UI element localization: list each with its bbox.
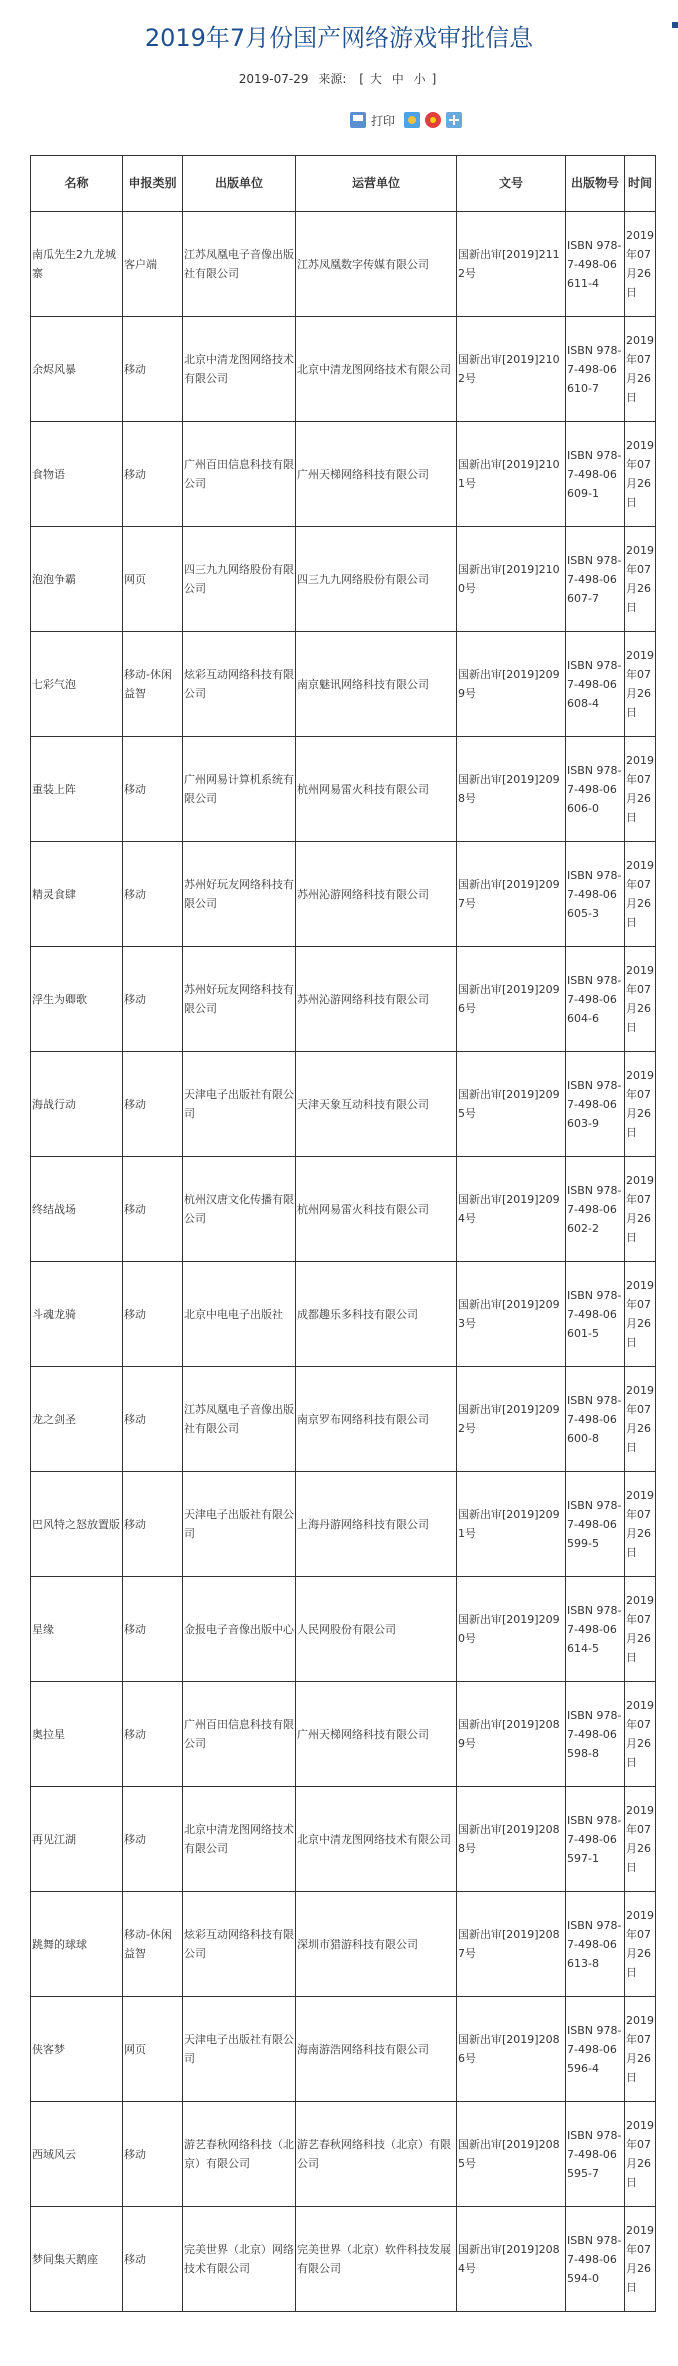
header-name: 名称	[31, 156, 123, 212]
cell-category: 客户端	[123, 212, 183, 317]
header-category: 申报类别	[123, 156, 183, 212]
cell-publisher: 天津电子出版社有限公司	[183, 1997, 296, 2102]
cell-isbn: ISBN 978-7-498-06614-5	[566, 1577, 625, 1682]
cell-isbn: ISBN 978-7-498-06603-9	[566, 1052, 625, 1157]
cell-publisher: 炫彩互动网络科技有限公司	[183, 632, 296, 737]
cell-operator: 游艺春秋网络科技（北京）有限公司	[296, 2102, 457, 2207]
cell-date: 2019年07月26日	[625, 1892, 656, 1997]
article-meta	[0, 70, 678, 87]
cell-operator: 天津天象互动科技有限公司	[296, 1052, 457, 1157]
cell-isbn: ISBN 978-7-498-06598-8	[566, 1682, 625, 1787]
cell-name: 重装上阵	[31, 737, 123, 842]
cell-doc-no: 国新出审[2019]2101号	[457, 422, 566, 527]
cell-doc-no: 国新出审[2019]2090号	[457, 1577, 566, 1682]
header-publisher: 出版单位	[183, 156, 296, 212]
cell-category: 移动	[123, 1157, 183, 1262]
cell-date: 2019年07月26日	[625, 632, 656, 737]
cell-isbn: ISBN 978-7-498-06605-3	[566, 842, 625, 947]
cell-isbn: ISBN 978-7-498-06602-2	[566, 1157, 625, 1262]
cell-isbn: ISBN 978-7-498-06609-1	[566, 422, 625, 527]
cell-name: 再见江湖	[31, 1787, 123, 1892]
cell-doc-no: 国新出审[2019]2087号	[457, 1892, 566, 1997]
cell-doc-no: 国新出审[2019]2099号	[457, 632, 566, 737]
table-row	[31, 1787, 656, 1892]
cell-date: 2019年07月26日	[625, 1262, 656, 1367]
cell-name: 食物语	[31, 422, 123, 527]
cell-doc-no: 国新出审[2019]2096号	[457, 947, 566, 1052]
cell-doc-no: 国新出审[2019]2088号	[457, 1787, 566, 1892]
cell-date: 2019年07月26日	[625, 1157, 656, 1262]
cell-date: 2019年07月26日	[625, 947, 656, 1052]
cell-publisher: 苏州好玩友网络科技有限公司	[183, 947, 296, 1052]
print-link[interactable]: 打印	[371, 113, 396, 128]
cell-name: 海战行动	[31, 1052, 123, 1157]
cell-operator: 杭州网易雷火科技有限公司	[296, 737, 457, 842]
share-qzone-icon[interactable]	[404, 112, 420, 128]
cell-operator: 海南游浩网络科技有限公司	[296, 1997, 457, 2102]
table-row	[31, 527, 656, 632]
cell-publisher: 游艺春秋网络科技（北京）有限公司	[183, 2102, 296, 2207]
cell-doc-no: 国新出审[2019]2094号	[457, 1157, 566, 1262]
table-row	[31, 2102, 656, 2207]
cell-isbn: ISBN 978-7-498-06600-8	[566, 1367, 625, 1472]
cell-doc-no: 国新出审[2019]2089号	[457, 1682, 566, 1787]
cell-publisher: 江苏凤凰电子音像出版社有限公司	[183, 1367, 296, 1472]
cell-doc-no: 国新出审[2019]2086号	[457, 1997, 566, 2102]
cell-operator: 苏州沁游网络科技有限公司	[296, 842, 457, 947]
table-row	[31, 1472, 656, 1577]
cell-operator: 苏州沁游网络科技有限公司	[296, 947, 457, 1052]
cell-name: 斗魂龙骑	[31, 1262, 123, 1367]
cell-operator: 深圳市猎游科技有限公司	[296, 1892, 457, 1997]
cell-isbn: ISBN 978-7-498-06597-1	[566, 1787, 625, 1892]
cell-name: 西域风云	[31, 2102, 123, 2207]
header-doc-no: 文号	[457, 156, 566, 212]
cell-isbn: ISBN 978-7-498-06596-4	[566, 1997, 625, 2102]
cell-operator: 完美世界（北京）软件科技发展有限公司	[296, 2207, 457, 2312]
cell-operator: 南京罗布网络科技有限公司	[296, 1367, 457, 1472]
cell-operator: 广州天梯网络科技有限公司	[296, 422, 457, 527]
cell-category: 移动	[123, 1052, 183, 1157]
cell-category: 移动	[123, 1472, 183, 1577]
cell-publisher: 四三九九网络股份有限公司	[183, 527, 296, 632]
cell-isbn: ISBN 978-7-498-06607-7	[566, 527, 625, 632]
cell-publisher: 广州网易计算机系统有限公司	[183, 737, 296, 842]
cell-isbn: ISBN 978-7-498-06610-7	[566, 317, 625, 422]
cell-doc-no: 国新出审[2019]2093号	[457, 1262, 566, 1367]
table-row	[31, 842, 656, 947]
cell-date: 2019年07月26日	[625, 842, 656, 947]
cell-doc-no: 国新出审[2019]2097号	[457, 842, 566, 947]
cell-name: 奥拉星	[31, 1682, 123, 1787]
cell-date: 2019年07月26日	[625, 1577, 656, 1682]
cell-publisher: 金报电子音像出版中心	[183, 1577, 296, 1682]
page-title: 2019年7月份国产网络游戏审批信息	[144, 24, 534, 52]
cell-publisher: 北京中清龙图网络技术有限公司	[183, 1787, 296, 1892]
cell-doc-no: 国新出审[2019]2095号	[457, 1052, 566, 1157]
cell-publisher: 北京中清龙图网络技术有限公司	[183, 317, 296, 422]
cell-category: 移动	[123, 2207, 183, 2312]
cell-isbn: ISBN 978-7-498-06594-0	[566, 2207, 625, 2312]
font-size-small-link[interactable]: 小	[413, 72, 426, 86]
cell-doc-no: 国新出审[2019]2100号	[457, 527, 566, 632]
corner-marker-icon	[672, 22, 678, 28]
cell-name: 终结战场	[31, 1157, 123, 1262]
table-row	[31, 317, 656, 422]
cell-isbn: ISBN 978-7-498-06604-6	[566, 947, 625, 1052]
cell-name: 梦间集天鹅座	[31, 2207, 123, 2312]
cell-operator: 广州天梯网络科技有限公司	[296, 1682, 457, 1787]
font-size-switcher: [ 大 中 小 ]	[359, 72, 437, 86]
publish-date: 2019-07-29	[238, 72, 309, 86]
cell-operator: 江苏凤凰数字传媒有限公司	[296, 212, 457, 317]
cell-name: 七彩气泡	[31, 632, 123, 737]
cell-publisher: 广州百田信息科技有限公司	[183, 422, 296, 527]
cell-publisher: 天津电子出版社有限公司	[183, 1472, 296, 1577]
cell-date: 2019年07月26日	[625, 1052, 656, 1157]
table-row	[31, 1682, 656, 1787]
game-approval-table	[30, 155, 656, 2312]
table-header-row	[31, 156, 656, 212]
cell-category: 移动	[123, 947, 183, 1052]
source-label: 来源:	[318, 72, 347, 86]
cell-category: 移动	[123, 2102, 183, 2207]
table-row	[31, 422, 656, 527]
cell-isbn: ISBN 978-7-498-06601-5	[566, 1262, 625, 1367]
cell-doc-no: 国新出审[2019]2085号	[457, 2102, 566, 2207]
cell-isbn: ISBN 978-7-498-06606-0	[566, 737, 625, 842]
cell-name: 星缘	[31, 1577, 123, 1682]
table-row	[31, 1052, 656, 1157]
cell-date: 2019年07月26日	[625, 1997, 656, 2102]
cell-doc-no: 国新出审[2019]2091号	[457, 1472, 566, 1577]
cell-publisher: 北京中电电子出版社	[183, 1262, 296, 1367]
cell-date: 2019年07月26日	[625, 527, 656, 632]
cell-doc-no: 国新出审[2019]2098号	[457, 737, 566, 842]
cell-date: 2019年07月26日	[625, 422, 656, 527]
cell-name: 泡泡争霸	[31, 527, 123, 632]
print-icon[interactable]	[350, 112, 366, 128]
cell-operator: 南京魅讯网络科技有限公司	[296, 632, 457, 737]
share-more-icon[interactable]	[446, 112, 462, 128]
font-size-large-link[interactable]: 大	[369, 72, 382, 86]
table-row	[31, 1262, 656, 1367]
cell-isbn: ISBN 978-7-498-06613-8	[566, 1892, 625, 1997]
table-row	[31, 1367, 656, 1472]
cell-isbn: ISBN 978-7-498-06611-4	[566, 212, 625, 317]
cell-isbn: ISBN 978-7-498-06608-4	[566, 632, 625, 737]
cell-name: 南瓜先生2九龙城寨	[31, 212, 123, 317]
cell-category: 移动	[123, 1262, 183, 1367]
cell-operator: 四三九九网络股份有限公司	[296, 527, 457, 632]
cell-date: 2019年07月26日	[625, 1367, 656, 1472]
cell-doc-no: 国新出审[2019]2092号	[457, 1367, 566, 1472]
cell-category: 移动	[123, 1367, 183, 1472]
cell-category: 移动-休闲益智	[123, 1892, 183, 1997]
cell-date: 2019年07月26日	[625, 1682, 656, 1787]
cell-category: 移动	[123, 1577, 183, 1682]
cell-doc-no: 国新出审[2019]2112号	[457, 212, 566, 317]
cell-operator: 北京中清龙图网络技术有限公司	[296, 1787, 457, 1892]
cell-name: 余烬风暴	[31, 317, 123, 422]
cell-operator: 北京中清龙图网络技术有限公司	[296, 317, 457, 422]
cell-category: 移动	[123, 422, 183, 527]
cell-date: 2019年07月26日	[625, 2207, 656, 2312]
table-row	[31, 1997, 656, 2102]
share-weibo-icon[interactable]	[425, 112, 441, 128]
cell-date: 2019年07月26日	[625, 737, 656, 842]
table-row	[31, 632, 656, 737]
cell-name: 跳舞的球球	[31, 1892, 123, 1997]
cell-publisher: 苏州好玩友网络科技有限公司	[183, 842, 296, 947]
cell-publisher: 广州百田信息科技有限公司	[183, 1682, 296, 1787]
table-row	[31, 947, 656, 1052]
cell-publisher: 杭州汉唐文化传播有限公司	[183, 1157, 296, 1262]
cell-isbn: ISBN 978-7-498-06599-5	[566, 1472, 625, 1577]
cell-category: 移动	[123, 317, 183, 422]
cell-isbn: ISBN 978-7-498-06595-7	[566, 2102, 625, 2207]
table-row	[31, 1577, 656, 1682]
cell-category: 移动	[123, 842, 183, 947]
cell-doc-no: 国新出审[2019]2084号	[457, 2207, 566, 2312]
cell-doc-no: 国新出审[2019]2102号	[457, 317, 566, 422]
cell-category: 移动-休闲益智	[123, 632, 183, 737]
cell-name: 龙之剑圣	[31, 1367, 123, 1472]
header-date: 时间	[625, 156, 656, 212]
cell-operator: 杭州网易雷火科技有限公司	[296, 1157, 457, 1262]
cell-category: 网页	[123, 1997, 183, 2102]
cell-operator: 人民网股份有限公司	[296, 1577, 457, 1682]
cell-operator: 成都趣乐多科技有限公司	[296, 1262, 457, 1367]
cell-publisher: 完美世界（北京）网络技术有限公司	[183, 2207, 296, 2312]
header-isbn: 出版物号	[566, 156, 625, 212]
cell-date: 2019年07月26日	[625, 317, 656, 422]
table-row	[31, 1157, 656, 1262]
cell-publisher: 天津电子出版社有限公司	[183, 1052, 296, 1157]
table-row	[31, 737, 656, 842]
cell-name: 浮生为卿歌	[31, 947, 123, 1052]
table-row	[31, 1892, 656, 1997]
cell-category: 移动	[123, 737, 183, 842]
cell-name: 侠客梦	[31, 1997, 123, 2102]
header-operator: 运营单位	[296, 156, 457, 212]
cell-name: 精灵食肆	[31, 842, 123, 947]
cell-category: 网页	[123, 527, 183, 632]
cell-date: 2019年07月26日	[625, 1787, 656, 1892]
cell-category: 移动	[123, 1682, 183, 1787]
cell-operator: 上海丹游网络科技有限公司	[296, 1472, 457, 1577]
cell-category: 移动	[123, 1787, 183, 1892]
table-row	[31, 212, 656, 317]
table-row	[31, 2207, 656, 2312]
cell-date: 2019年07月26日	[625, 1472, 656, 1577]
cell-date: 2019年07月26日	[625, 212, 656, 317]
cell-name: 巴风特之怒放置版	[31, 1472, 123, 1577]
share-toolbar	[350, 110, 462, 130]
font-size-medium-link[interactable]: 中	[391, 72, 404, 86]
cell-publisher: 江苏凤凰电子音像出版社有限公司	[183, 212, 296, 317]
cell-publisher: 炫彩互动网络科技有限公司	[183, 1892, 296, 1997]
cell-date: 2019年07月26日	[625, 2102, 656, 2207]
